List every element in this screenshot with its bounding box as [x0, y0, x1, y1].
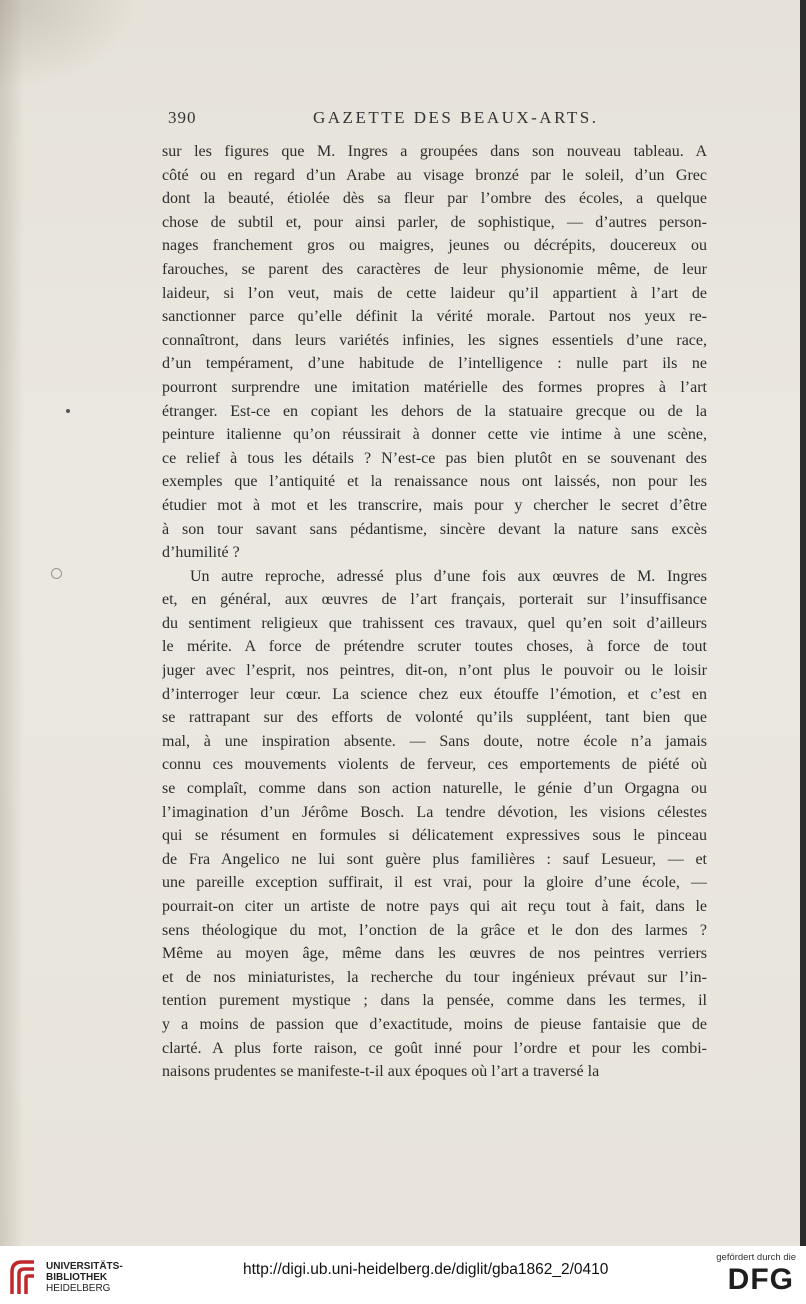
text-line: juger avec l’esprit, nos peintres, dit-on, n’ont plus le pouvoir ou le loisir [162, 662, 707, 680]
page-shadow-corner [0, 0, 140, 90]
library-name-line1: UNIVERSITÄTS- [46, 1261, 123, 1272]
text-line: Un autre reproche, adressé plus d’une fois aux œuvres de M. Ingres [190, 567, 707, 585]
text-line: sur les figures que M. Ingres a groupées dans son nouveau tableau. A [162, 143, 707, 160]
text-line: pourrait-on citer un artiste de notre pays qui ait reçu tout à fait, dans le [162, 898, 707, 915]
university-library-logo-icon [8, 1258, 38, 1296]
text-line: étranger. Est-ce en copiant les dehors de la statuaire grecque ou de la [162, 402, 707, 420]
text-line: naisons prudentes se manifeste-t-il aux époques où l’art a traversé la [162, 1063, 600, 1081]
margin-ring [51, 568, 62, 579]
text-line: se complaît, comme dans son action naturelle, le génie d’un Orgagna ou [162, 780, 707, 798]
running-header [162, 104, 707, 134]
text-line: d’un tempérament, d’une habitude de l’intelligence : nulle part ils ne [162, 355, 707, 373]
text-line: exemples que l’antiquité et la renaissance nous ont laissés, non pour les [162, 473, 707, 491]
text-line: clarté. A plus forte raison, ce goût inné pour l’ordre et pour les combi- [162, 1039, 707, 1057]
text-line: étudier mot à mot et les transcrire, mais pour y chercher le secret d’être [162, 496, 707, 514]
text-line: qui se résument en formules si délicatement expressives sous le pinceau [162, 827, 707, 845]
text-line: le mérite. A force de prétendre scruter toutes choses, à force de tout [162, 638, 707, 656]
text-line: nages franchement gros ou maigres, jeunes ou décrépits, doucereux ou [162, 237, 707, 255]
text-line: connu ces mouvements violents de ferveur, ces emportements de piété où [162, 756, 707, 774]
text-line: côté ou en regard d’un Arabe au visage bronzé par le soleil, d’un Grec [162, 166, 707, 184]
dfg-logo: DFG [727, 1263, 794, 1296]
page-number: 390 [168, 108, 197, 127]
text-line: et, en général, aux œuvres de l’art français, porterait sur l’insuffisance [162, 591, 707, 609]
page-edge [800, 0, 806, 1246]
funded-by-label: gefördert durch die [716, 1252, 796, 1263]
permalink-url[interactable]: http://digi.ub.uni-heidelberg.de/diglit/gba1862_2/0410 [243, 1261, 609, 1278]
text-line: tention purement mystique ; dans la pensée, comme dans les termes, il [162, 992, 707, 1010]
text-line: une pareille exception suffirait, il est vrai, pour la gloire d’une école, — [162, 874, 707, 892]
text-line: se rattrapant sur des efforts de volonté qu’ils suppléent, tant bien que [162, 709, 707, 727]
text-line: sanctionner parce qu’elle définit la vérité morale. Partout nos yeux re- [162, 308, 707, 326]
text-line: farouches, se parent des caractères de leur physionomie même, de leur [162, 260, 707, 278]
text-line: de Fra Angelico ne lui sont guère plus familières : sauf Lesueur, — et [162, 850, 707, 868]
text-line: mal, à une inspiration absente. — Sans doute, notre école n’a jamais [162, 732, 707, 750]
text-line: et de nos miniaturistes, la recherche du tour ingénieux prévaut sur l’in- [162, 968, 707, 986]
page-shadow-left [0, 0, 24, 1246]
library-name-line2: BIBLIOTHEK [46, 1272, 108, 1283]
text-line: l’imagination d’un Jérôme Bosch. La tendre dévotion, les visions célestes [162, 803, 707, 821]
text-line: sens théologique du mot, l’onction de la grâce et le don des larmes ? [162, 921, 707, 939]
text-line: chose de subtil et, pour ainsi parler, de sophistique, — d’autres person- [162, 213, 707, 231]
text-line: ce relief à tous les détails ? N’est-ce pas bien plutôt en se souvenant des [162, 449, 707, 467]
footer-bar [0, 1246, 806, 1304]
text-line: connaîtront, dans leurs variétés infinies, les signes essentiels d’une race, [162, 331, 707, 349]
text-line: du sentiment religieux que trahissent ces travaux, quel qu’en soit d’ailleurs [162, 614, 707, 632]
text-line: Même au moyen âge, même dans les œuvres de nos peintres verriers [162, 945, 707, 963]
text-line: dont la beauté, étiolée dès sa fleur par l’ombre des écoles, a quelque [162, 190, 707, 208]
text-line: laideur, si l’on veut, mais de cette laideur qu’il appartient à l’art de [162, 284, 707, 302]
text-line: à son tour savant sans pédantisme, sincère devant la nature sans excès [162, 520, 707, 538]
library-name-line3: HEIDELBERG [46, 1283, 111, 1294]
text-line: pourront surprendre une imitation matérielle des formes propres à l’art [162, 378, 707, 396]
text-line: d’interroger leur cœur. La science chez eux étouffe l’émotion, et c’est en [162, 685, 707, 703]
body-text [162, 140, 707, 1084]
library-name [46, 1261, 123, 1294]
text-line: y a moins de passion que d’exactitude, moins de pieuse fantaisie que de [162, 1015, 707, 1033]
text-line: peinture italienne qu’on réussirait à donner cette vie intime à une scène, [162, 426, 707, 444]
running-title: GAZETTE DES BEAUX-ARTS. [313, 108, 599, 127]
margin-mark [66, 409, 70, 413]
text-line: d’humilité ? [162, 544, 240, 562]
